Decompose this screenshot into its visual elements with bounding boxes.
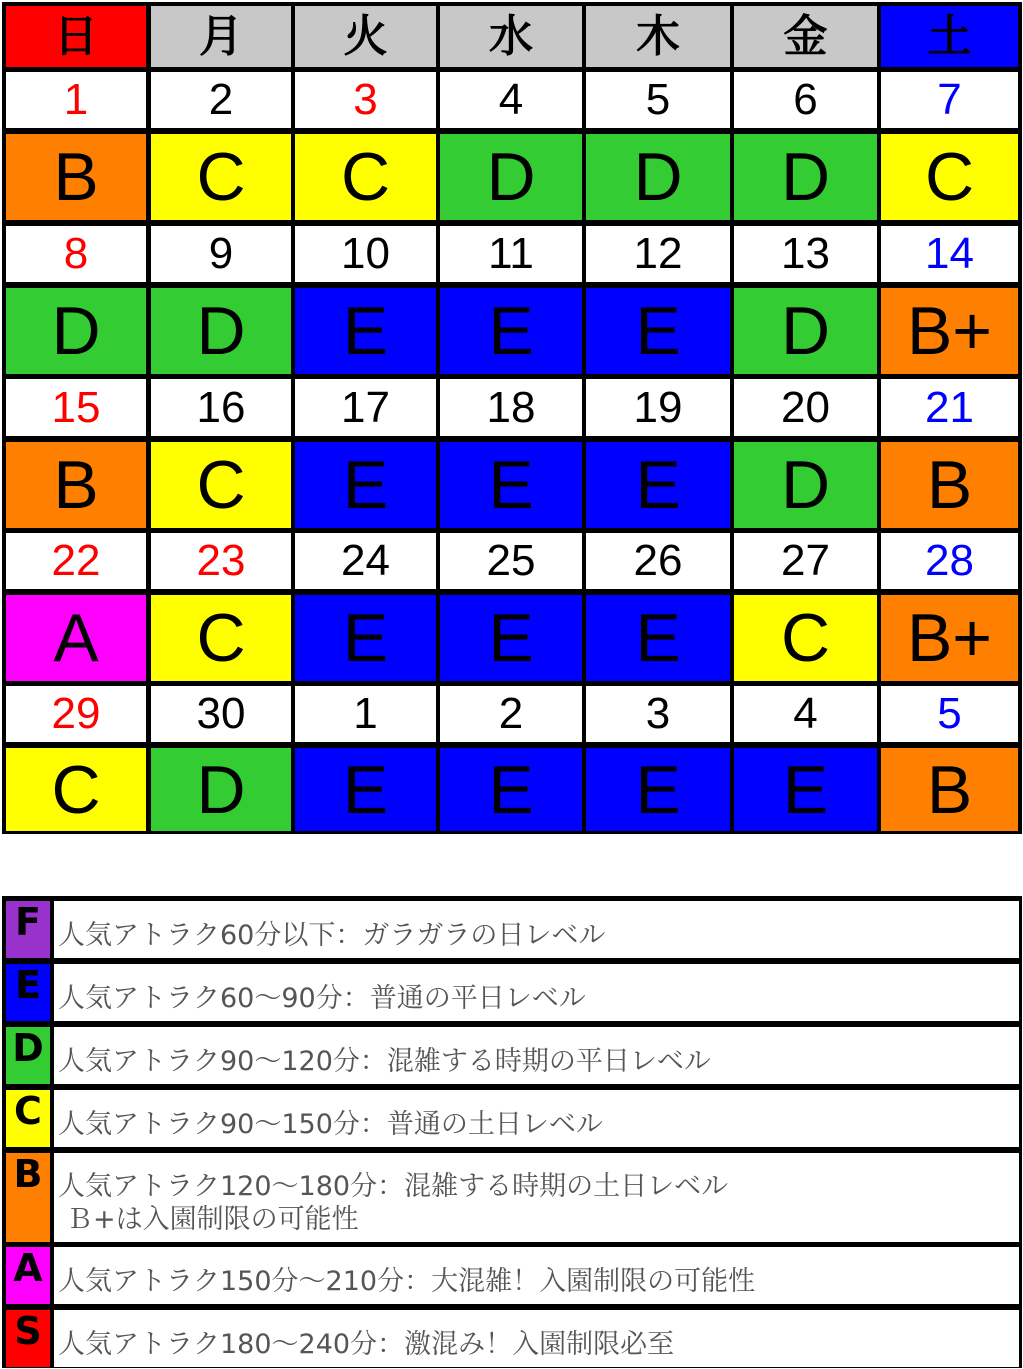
legend-row-a: [6, 1247, 1019, 1304]
crowd-level-cell: C: [151, 595, 291, 681]
legend-description-text: 人気アトラク90〜150分：普通の土日レベル: [58, 1109, 603, 1140]
crowd-level-cell: C: [6, 748, 146, 831]
crowd-level-cell: E: [586, 442, 730, 528]
crowd-level-cell: B: [6, 134, 146, 220]
legend-grade-badge: C: [6, 1090, 50, 1147]
crowd-level-cell: E: [734, 748, 877, 831]
legend-row-b: [6, 1153, 1019, 1242]
day-number: 2: [440, 686, 582, 742]
crowd-level-cell: D: [151, 288, 291, 374]
crowd-level-cell: D: [151, 748, 291, 831]
legend-description-text: 人気アトラク150分〜210分：大混雑！入園制限の可能性: [58, 1266, 756, 1297]
legend-grade-badge: D: [6, 1027, 50, 1084]
weekday-header-sun: 日: [6, 6, 146, 67]
day-number: 22: [6, 533, 146, 589]
legend-grade-badge: E: [6, 964, 50, 1021]
crowd-level-cell: D: [734, 442, 877, 528]
day-number: 12: [586, 226, 730, 282]
legend-grade-badge: F: [6, 901, 50, 958]
crowd-level-cell: B+: [881, 288, 1018, 374]
day-number: 5: [586, 72, 730, 128]
legend-row-e: [6, 964, 1019, 1021]
crowd-level-cell: B: [881, 748, 1018, 831]
day-number: 27: [734, 533, 877, 589]
crowd-level-cell: D: [6, 288, 146, 374]
crowd-level-cell: E: [586, 595, 730, 681]
crowd-level-cell: E: [295, 595, 436, 681]
day-number: 24: [295, 533, 436, 589]
day-number: 23: [151, 533, 291, 589]
day-number: 19: [586, 379, 730, 436]
crowd-level-cell: B: [881, 442, 1018, 528]
crowd-level-legend: [2, 896, 1022, 1368]
legend-description-note: Ｂ+は入園制限の可能性: [66, 1204, 359, 1235]
crowd-level-cell: C: [151, 442, 291, 528]
day-number: 1: [295, 686, 436, 742]
crowd-level-cell: E: [440, 442, 582, 528]
crowd-level-cell: C: [734, 595, 877, 681]
crowd-level-cell: D: [586, 134, 730, 220]
crowd-level-cell: E: [295, 442, 436, 528]
day-number: 1: [6, 72, 146, 128]
legend-description: [54, 1247, 1019, 1304]
day-number: 15: [6, 379, 146, 436]
day-number: 3: [295, 72, 436, 128]
legend-grade-badge: S: [6, 1310, 50, 1367]
legend-row-f: [6, 901, 1019, 958]
day-number: 25: [440, 533, 582, 589]
crowd-level-cell: D: [440, 134, 582, 220]
day-number: 16: [151, 379, 291, 436]
legend-description: [54, 901, 1019, 958]
legend-row-s: [6, 1310, 1019, 1367]
day-number: 26: [586, 533, 730, 589]
day-number: 21: [881, 379, 1018, 436]
legend-description: [54, 1090, 1019, 1147]
day-number: 7: [881, 72, 1018, 128]
day-number: 9: [151, 226, 291, 282]
day-number: 3: [586, 686, 730, 742]
crowd-level-cell: E: [586, 748, 730, 831]
day-number: 18: [440, 379, 582, 436]
day-number: 4: [440, 72, 582, 128]
crowd-level-cell: C: [295, 134, 436, 220]
legend-description: [54, 1153, 1019, 1242]
day-number: 17: [295, 379, 436, 436]
day-number: 2: [151, 72, 291, 128]
legend-grade-badge: B: [6, 1153, 50, 1242]
legend-description: [54, 964, 1019, 1021]
legend-description-text: 人気アトラク180〜240分：激混み！入園制限必至: [58, 1329, 675, 1360]
crowd-level-cell: B+: [881, 595, 1018, 681]
crowd-level-cell: C: [881, 134, 1018, 220]
day-number: 4: [734, 686, 877, 742]
crowd-level-cell: A: [6, 595, 146, 681]
legend-description-text: 人気アトラク120〜180分：混雑する時期の土日レベル: [58, 1171, 729, 1202]
crowd-level-cell: E: [295, 288, 436, 374]
day-number: 20: [734, 379, 877, 436]
weekday-header-sat: 土: [881, 6, 1018, 67]
day-number: 30: [151, 686, 291, 742]
day-number: 29: [6, 686, 146, 742]
day-number: 14: [881, 226, 1018, 282]
crowd-level-cell: E: [586, 288, 730, 374]
legend-description-text: 人気アトラク60〜90分：普通の平日レベル: [58, 983, 586, 1014]
crowd-level-cell: C: [151, 134, 291, 220]
legend-grade-badge: A: [6, 1247, 50, 1304]
weekday-header-wed: 水: [440, 6, 582, 67]
weekday-header-thu: 木: [586, 6, 730, 67]
day-number: 6: [734, 72, 877, 128]
legend-row-d: [6, 1027, 1019, 1084]
crowd-level-cell: E: [440, 748, 582, 831]
weekday-header-fri: 金: [734, 6, 877, 67]
legend-row-c: [6, 1090, 1019, 1147]
legend-description: [54, 1310, 1019, 1367]
day-number: 13: [734, 226, 877, 282]
legend-description-text: 人気アトラク60分以下：ガラガラの日レベル: [58, 920, 606, 951]
day-number: 28: [881, 533, 1018, 589]
day-number: 10: [295, 226, 436, 282]
weekday-header-mon: 月: [151, 6, 291, 67]
crowd-level-cell: B: [6, 442, 146, 528]
legend-description-text: 人気アトラク90〜120分：混雑する時期の平日レベル: [58, 1046, 711, 1077]
day-number: 5: [881, 686, 1018, 742]
crowd-calendar: [2, 2, 1022, 834]
legend-description: [54, 1027, 1019, 1084]
crowd-level-cell: D: [734, 134, 877, 220]
weekday-header-tue: 火: [295, 6, 436, 67]
crowd-level-cell: D: [734, 288, 877, 374]
crowd-level-cell: E: [295, 748, 436, 831]
crowd-level-cell: E: [440, 595, 582, 681]
day-number: 11: [440, 226, 582, 282]
crowd-level-cell: E: [440, 288, 582, 374]
day-number: 8: [6, 226, 146, 282]
